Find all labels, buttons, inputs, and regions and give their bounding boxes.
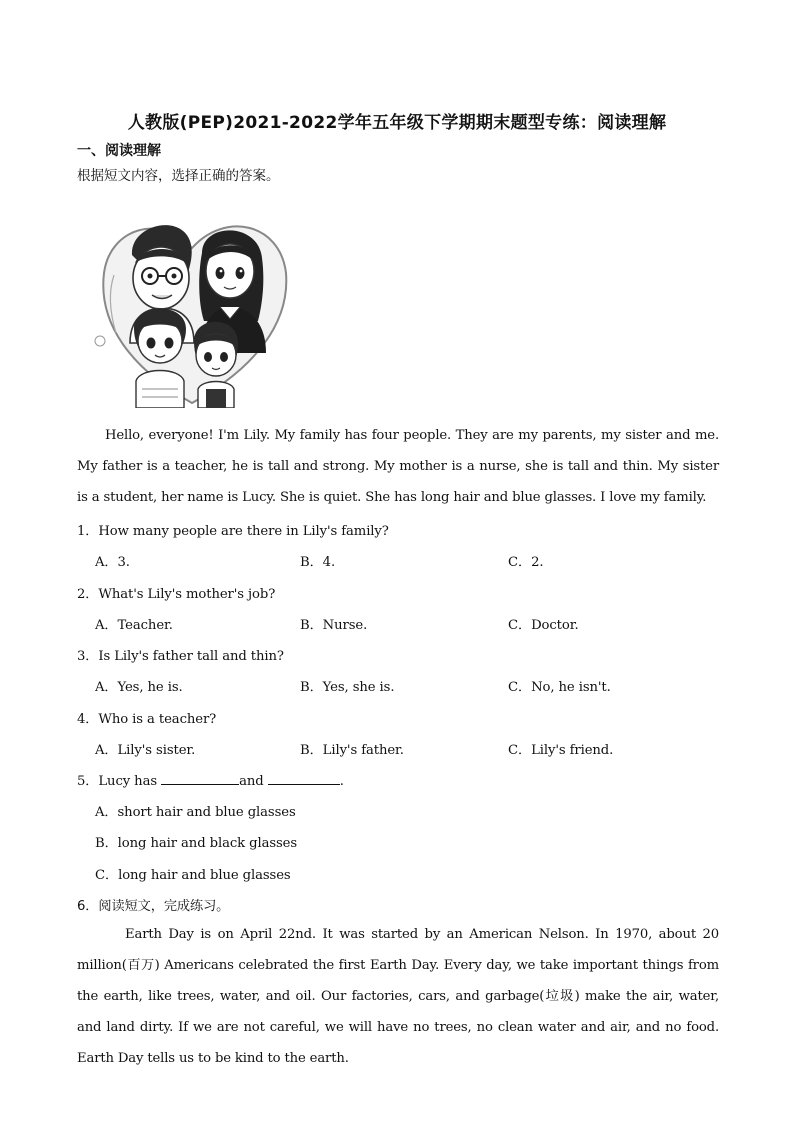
- reading-passage-1: Hello, everyone! I'm Lily. My family has four people. They are my parents, my sister and me. My father is a teacher, he is tall and strong. My mother is a nurse, she is tall and thin. My sister is a student, her name is Lucy. She is quiet. She has long hair and blue glasses. I love my family.: [77, 428, 719, 505]
- question-number: 4．: [77, 712, 99, 727]
- reading-passage-2: Earth Day is on April 22nd. It was started by an American Nelson. In 1970, about 20 million(百万) Americans celebrated the first Earth Day. Every day, we take important things from the earth, like trees, water, and oil. Our factories, cars, and garbage(垃圾) make the air, water, and land dirty. If we are not careful, we will have no trees, no clean water and air, and no food. Earth Day tells us to be kind to the earth.: [77, 927, 719, 1066]
- question-1: [77, 520, 389, 539]
- question-2: [77, 583, 275, 602]
- instruction-text: 根据短文内容，选择正确的答案。: [77, 168, 280, 184]
- option-3c[interactable]: C．No, he isn't.: [508, 680, 611, 695]
- question-text-after: .: [339, 774, 344, 789]
- option-3a[interactable]: A．Yes, he is.: [95, 680, 183, 695]
- question-text-before: Lucy has: [98, 774, 162, 789]
- option-4b[interactable]: B．Lily's father.: [300, 743, 404, 758]
- question-text: Is Lily's father tall and thin?: [98, 649, 284, 664]
- child-figure-lucy: [194, 322, 238, 408]
- option-1a[interactable]: A．3.: [95, 555, 130, 570]
- document-title: 人教版(PEP)2021-2022学年五年级下学期期末题型专练：阅读理解: [127, 113, 667, 133]
- answer-blank-1[interactable]: [161, 772, 239, 785]
- option-3b[interactable]: B．Yes, she is.: [300, 680, 395, 695]
- question-5: [77, 770, 344, 789]
- option-5a[interactable]: A．short hair and blue glasses: [95, 805, 296, 820]
- question-text: 阅读短文，完成练习。: [98, 899, 230, 914]
- question-number: 6．: [77, 899, 99, 914]
- section-heading: 一、阅读理解: [77, 143, 161, 159]
- option-1b[interactable]: B．4.: [300, 555, 336, 570]
- question-text: What's Lily's mother's job?: [98, 587, 276, 602]
- option-2b[interactable]: B．Nurse.: [300, 618, 368, 633]
- question-4: [77, 708, 216, 727]
- question-number: 1．: [77, 524, 99, 539]
- question-number: 5．: [77, 774, 99, 789]
- question-6: [77, 895, 229, 914]
- question-number: 2．: [77, 587, 99, 602]
- question-text-middle: and: [239, 774, 268, 789]
- family-portrait-illustration: [90, 203, 295, 408]
- question-text: Who is a teacher?: [98, 712, 217, 727]
- option-4c[interactable]: C．Lily's friend.: [508, 743, 614, 758]
- option-4a[interactable]: A．Lily's sister.: [95, 743, 196, 758]
- option-5c[interactable]: C．long hair and blue glasses: [95, 868, 291, 883]
- answer-blank-2[interactable]: [268, 772, 340, 785]
- option-5b[interactable]: B．long hair and black glasses: [95, 836, 298, 851]
- question-3: [77, 645, 284, 664]
- option-2c[interactable]: C．Doctor.: [508, 618, 579, 633]
- option-1c[interactable]: C．2.: [508, 555, 544, 570]
- question-number: 3．: [77, 649, 99, 664]
- question-text: How many people are there in Lily's family?: [98, 524, 389, 539]
- option-2a[interactable]: A．Teacher.: [95, 618, 173, 633]
